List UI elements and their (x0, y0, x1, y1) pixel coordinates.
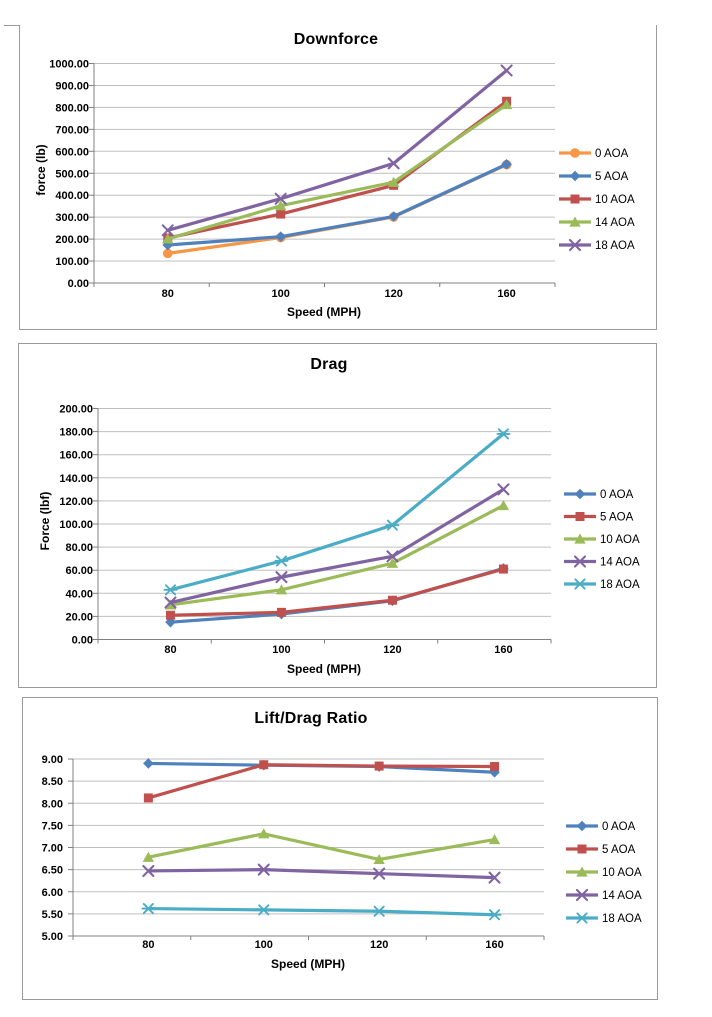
legend-label: 10 AOA (595, 194, 635, 206)
series-10-aoa (143, 828, 501, 864)
series-14-aoa (143, 865, 499, 883)
y-axis-title: Force (lbf) (38, 491, 52, 551)
x-axis-tick-label: 160 (485, 939, 504, 951)
legend-marker (578, 845, 587, 854)
data-point-marker (375, 762, 384, 771)
legend-item-5-aoa (566, 844, 636, 856)
y-axis-tick-label: 900.00 (55, 80, 89, 93)
legend-marker (576, 913, 588, 922)
legend-label: 14 AOA (602, 890, 642, 902)
legend-marker (570, 171, 581, 182)
legend-item-18-aoa (564, 579, 640, 591)
legend-item-5-aoa (564, 512, 634, 524)
legend-label: 14 AOA (595, 217, 635, 229)
legend-item-10-aoa (566, 867, 642, 880)
legend-label: 5 AOA (600, 511, 634, 524)
data-point-marker (258, 905, 270, 914)
legend-item-10-aoa (559, 194, 635, 206)
legend-label: 18 AOA (595, 240, 635, 252)
x-axis-tick-label: 120 (369, 939, 389, 951)
y-axis-tick-label: 7.50 (41, 820, 63, 833)
series-line (168, 164, 507, 245)
y-axis-tick-label: 140.00 (59, 472, 93, 485)
y-axis-tick-label: 200.00 (59, 403, 93, 416)
x-axis-title: Speed (MPH) (286, 305, 362, 319)
series-line (168, 105, 507, 239)
y-axis-tick-label: 180.00 (59, 426, 93, 439)
y-axis-tick-label: 1000.00 (49, 58, 89, 71)
y-axis-tick-label: 8.00 (41, 798, 63, 811)
x-axis-title: Speed (MPH) (286, 662, 362, 676)
drag-chart-panel[interactable] (18, 343, 657, 688)
legend-label: 14 AOA (600, 556, 640, 569)
x-axis-tick-label: 80 (142, 939, 155, 951)
y-axis-tick-label: 200.00 (55, 234, 89, 247)
x-axis-tick-label: 120 (384, 288, 403, 300)
legend-label: 18 AOA (600, 579, 640, 591)
data-point-marker (142, 904, 154, 913)
x-axis-tick-label: 80 (161, 288, 174, 300)
data-point-marker (490, 762, 499, 771)
data-point-marker (388, 596, 397, 605)
series-5-aoa (162, 159, 511, 250)
series-0-aoa (163, 160, 511, 258)
legend-item-18-aoa (566, 913, 642, 925)
y-axis-title: force (lb) (34, 144, 48, 196)
legend-label: 5 AOA (595, 171, 629, 183)
x-axis-tick-label: 160 (497, 288, 516, 300)
data-point-marker (144, 793, 153, 802)
y-axis-tick-label: 400.00 (55, 190, 89, 203)
legend (564, 489, 640, 591)
y-axis-tick-label: 500.00 (55, 168, 89, 181)
legend-item-14-aoa (559, 217, 635, 230)
data-point-marker (497, 429, 509, 438)
series-14-aoa (162, 99, 512, 243)
legend-label: 0 AOA (600, 489, 634, 501)
chart-title: Drag (310, 356, 348, 373)
legend-marker (574, 579, 586, 588)
legend-marker (571, 195, 580, 204)
series-line (148, 870, 494, 878)
x-axis-tick-label: 120 (383, 644, 402, 656)
legend-label: 0 AOA (602, 821, 636, 833)
y-axis-tick-label: 5.00 (41, 931, 63, 943)
data-point-marker (498, 484, 508, 494)
legend-marker (577, 821, 588, 832)
x-axis-tick-label: 80 (164, 644, 177, 656)
legend-label: 5 AOA (602, 844, 636, 856)
series-18-aoa (142, 904, 500, 919)
series-line (170, 489, 503, 602)
series-18-aoa (163, 66, 512, 236)
legend-item-14-aoa (566, 890, 642, 902)
x-axis-tick-label: 100 (271, 288, 290, 300)
data-point-marker (498, 500, 509, 510)
series-10-aoa (163, 97, 511, 243)
data-point-marker (259, 760, 268, 769)
y-axis-tick-label: 6.50 (41, 864, 63, 877)
legend-item-0-aoa (566, 821, 636, 833)
y-axis-tick-label: 7.00 (41, 842, 63, 855)
x-axis-tick-label: 100 (254, 939, 273, 951)
legend-item-18-aoa (559, 240, 635, 252)
legend-marker (576, 512, 585, 521)
y-axis-tick-label: 600.00 (55, 146, 89, 159)
chart-title: Downforce (293, 31, 379, 48)
y-axis-tick-label: 700.00 (55, 124, 89, 137)
legend-item-14-aoa (564, 557, 640, 569)
data-point-marker (388, 211, 399, 222)
y-axis-tick-label: 40.00 (65, 588, 93, 601)
legend-label: 10 AOA (602, 867, 642, 879)
downforce-chart-panel[interactable] (19, 25, 657, 330)
legend-item-0-aoa (564, 489, 634, 501)
y-axis-tick-label: 0.00 (67, 278, 89, 290)
data-point-marker (143, 758, 154, 769)
chart-title: Lift/Drag Ratio (254, 710, 368, 727)
plot-area (20, 25, 658, 330)
data-point-marker (386, 521, 398, 530)
legend (566, 821, 642, 925)
data-point-marker (489, 910, 501, 919)
data-point-marker (499, 565, 508, 574)
x-axis-tick-label: 160 (494, 644, 513, 656)
y-axis-tick-label: 300.00 (55, 212, 89, 225)
y-axis-tick-label: 60.00 (65, 565, 93, 578)
legend-marker (570, 148, 580, 158)
y-axis-tick-label: 80.00 (65, 542, 93, 555)
plot-area (19, 344, 658, 689)
legend-label: 0 AOA (595, 148, 629, 160)
legend-label: 18 AOA (602, 913, 642, 925)
y-axis-tick-label: 120.00 (59, 495, 93, 508)
data-point-marker (373, 907, 385, 916)
x-axis-title: Speed (MPH) (270, 957, 346, 971)
y-axis-tick-label: 0.00 (71, 634, 93, 647)
plot-area (23, 698, 659, 1001)
series-line (148, 834, 494, 860)
y-axis-tick-label: 800.00 (55, 102, 89, 115)
data-point-marker (277, 608, 286, 617)
y-axis-tick-label: 100.00 (55, 256, 89, 269)
data-point-marker (276, 210, 285, 219)
legend-item-10-aoa (564, 534, 640, 547)
series-line (168, 71, 507, 231)
y-axis-tick-label: 100.00 (59, 519, 93, 531)
x-axis-tick-label: 100 (272, 644, 291, 656)
y-axis-tick-label: 5.50 (41, 908, 63, 921)
data-point-marker (166, 611, 175, 620)
legend-item-0-aoa (559, 148, 629, 160)
data-point-marker (502, 66, 512, 76)
series-14-aoa (165, 484, 508, 607)
y-axis-tick-label: 160.00 (59, 449, 93, 462)
series-18-aoa (164, 429, 509, 594)
legend-label: 10 AOA (600, 534, 640, 546)
legend-item-5-aoa (559, 171, 629, 183)
series-0-aoa (165, 563, 509, 627)
y-axis-tick-label: 9.00 (41, 754, 63, 766)
y-axis-tick-label: 20.00 (65, 611, 93, 624)
legend-marker (575, 489, 586, 500)
y-axis-tick-label: 8.50 (41, 776, 63, 789)
data-point-marker (275, 556, 287, 565)
lift-drag-ratio-chart-panel[interactable] (22, 697, 658, 1000)
y-axis-tick-label: 6.00 (41, 886, 63, 899)
legend (559, 148, 635, 252)
